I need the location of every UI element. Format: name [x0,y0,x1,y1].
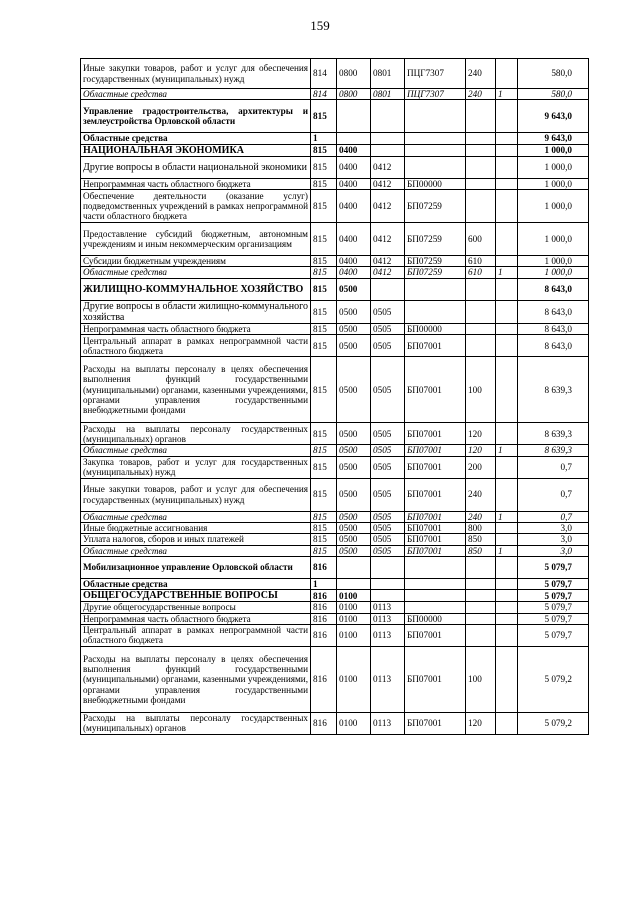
row-section-code: 0500 [337,423,371,445]
table-row [81,590,589,602]
table-row [81,300,589,323]
row-funding-source [496,590,518,602]
row-funding-source [496,646,518,712]
table-row [81,190,589,223]
table-row [81,267,589,278]
table-row [81,357,589,423]
row-target-code [405,156,466,178]
row-ministry-code: 815 [311,511,337,522]
table-row [81,59,589,89]
table-row [81,578,589,589]
row-amount: 5 079,7 [518,578,589,589]
row-expense-type: 120 [466,445,496,456]
row-amount: 580,0 [518,89,589,100]
row-funding-source [496,100,518,133]
row-funding-source [496,59,518,89]
row-funding-source [496,456,518,478]
row-ministry-code: 815 [311,178,337,189]
row-section-code [337,578,371,589]
row-target-code [405,133,466,144]
row-section-code: 0500 [337,300,371,323]
row-ministry-code: 815 [311,144,337,156]
row-target-code: БП07259 [405,223,466,256]
row-funding-source [496,602,518,613]
row-expense-type [466,133,496,144]
row-funding-source [496,712,518,734]
row-section-code: 0500 [337,278,371,300]
row-name: Расходы на выплаты персоналу государственных (муниципальных) органов [81,712,311,734]
row-name: Областные средства [81,578,311,589]
row-target-code [405,144,466,156]
row-section-code: 0100 [337,613,371,624]
row-target-code [405,590,466,602]
row-expense-type: 240 [466,511,496,522]
row-section-code [337,133,371,144]
row-section-code: 0500 [337,478,371,511]
row-ministry-code: 815 [311,324,337,335]
row-target-code: БП07001 [405,534,466,545]
row-name: Субсидии бюджетным учреждениям [81,256,311,267]
row-amount: 1 000,0 [518,223,589,256]
row-target-code: БП07259 [405,267,466,278]
row-section-code: 0500 [337,534,371,545]
table-row [81,478,589,511]
row-ministry-code: 816 [311,646,337,712]
row-amount: 9 643,0 [518,133,589,144]
row-target-code: БП07001 [405,545,466,556]
row-ministry-code: 816 [311,602,337,613]
row-target-code [405,278,466,300]
row-ministry-code: 815 [311,423,337,445]
row-target-code [405,300,466,323]
row-amount: 5 079,2 [518,712,589,734]
row-name: Областные средства [81,511,311,522]
row-funding-source [496,556,518,578]
row-expense-type [466,190,496,223]
table-row [81,100,589,133]
row-section-code [337,100,371,133]
row-section-code: 0100 [337,712,371,734]
row-amount: 8 639,3 [518,357,589,423]
row-expense-type [466,300,496,323]
row-name: Обеспечение деятельности (оказание услуг) подведомственных учреждений в рамках непрограммной части областного бюджета [81,190,311,223]
row-name: Областные средства [81,89,311,100]
table-row [81,602,589,613]
row-amount: 5 079,7 [518,556,589,578]
row-subsection-code: 0505 [371,456,405,478]
row-expense-type: 200 [466,456,496,478]
row-ministry-code: 815 [311,223,337,256]
row-subsection-code [371,100,405,133]
row-funding-source: 1 [496,545,518,556]
row-section-code: 0800 [337,59,371,89]
row-expense-type: 100 [466,646,496,712]
row-ministry-code: 815 [311,445,337,456]
row-ministry-code: 816 [311,712,337,734]
row-name: Непрограммная часть областного бюджета [81,613,311,624]
table-row [81,712,589,734]
row-funding-source [496,534,518,545]
row-subsection-code [371,133,405,144]
row-amount: 8 639,3 [518,423,589,445]
row-funding-source [496,156,518,178]
row-section-code: 0400 [337,256,371,267]
row-amount: 0,7 [518,478,589,511]
row-target-code: ПЦГ7307 [405,59,466,89]
row-funding-source [496,278,518,300]
row-name: Иные бюджетные ассигнования [81,522,311,533]
row-target-code [405,602,466,613]
table-row [81,624,589,646]
row-name: ОБЩЕГОСУДАРСТВЕННЫЕ ВОПРОСЫ [81,590,311,602]
row-funding-source [496,324,518,335]
table-row [81,278,589,300]
row-ministry-code: 1 [311,578,337,589]
row-subsection-code [371,578,405,589]
row-expense-type: 610 [466,256,496,267]
row-amount: 8 643,0 [518,324,589,335]
row-name: Непрограммная часть областного бюджета [81,324,311,335]
row-expense-type [466,613,496,624]
row-amount: 580,0 [518,59,589,89]
row-section-code: 0500 [337,324,371,335]
table-row [81,223,589,256]
row-funding-source [496,190,518,223]
row-section-code [337,556,371,578]
row-expense-type [466,178,496,189]
table-row [81,133,589,144]
row-target-code: БП07001 [405,646,466,712]
row-funding-source [496,624,518,646]
row-subsection-code: 0505 [371,335,405,357]
row-subsection-code: 0505 [371,300,405,323]
row-target-code: БП07001 [405,478,466,511]
row-amount: 8 643,0 [518,278,589,300]
row-subsection-code: 0412 [371,178,405,189]
row-funding-source: 1 [496,89,518,100]
row-funding-source [496,335,518,357]
row-subsection-code: 0412 [371,156,405,178]
row-subsection-code: 0113 [371,646,405,712]
row-ministry-code: 815 [311,190,337,223]
row-section-code: 0800 [337,89,371,100]
row-subsection-code: 0505 [371,324,405,335]
row-target-code [405,556,466,578]
row-subsection-code: 0113 [371,712,405,734]
row-name: Уплата налогов, сборов и иных платежей [81,534,311,545]
row-ministry-code: 815 [311,267,337,278]
row-target-code: БП07001 [405,624,466,646]
table-row [81,335,589,357]
row-name: Областные средства [81,267,311,278]
row-ministry-code: 814 [311,59,337,89]
row-ministry-code: 816 [311,624,337,646]
row-amount: 5 079,7 [518,613,589,624]
row-target-code: БП07259 [405,190,466,223]
row-subsection-code: 0801 [371,89,405,100]
row-name: Закупка товаров, работ и услуг для государственных (муниципальных) нужд [81,456,311,478]
row-target-code: БП07001 [405,511,466,522]
row-section-code: 0500 [337,357,371,423]
row-expense-type [466,324,496,335]
row-expense-type [466,590,496,602]
row-name: Управление градостроительства, архитектуры и землеустройства Орловской области [81,100,311,133]
row-section-code: 0500 [337,511,371,522]
row-ministry-code: 815 [311,534,337,545]
row-target-code: БП07259 [405,256,466,267]
row-target-code: БП00000 [405,324,466,335]
row-target-code [405,578,466,589]
row-expense-type [466,556,496,578]
row-section-code: 0100 [337,646,371,712]
row-expense-type: 610 [466,267,496,278]
row-ministry-code: 815 [311,357,337,423]
row-funding-source [496,423,518,445]
row-target-code: БП07001 [405,456,466,478]
row-ministry-code: 815 [311,522,337,533]
row-amount: 8 643,0 [518,335,589,357]
row-section-code: 0400 [337,156,371,178]
row-subsection-code: 0505 [371,478,405,511]
row-name: Центральный аппарат в рамках непрограммной части областного бюджета [81,335,311,357]
budget-table [80,58,589,735]
row-amount: 1 000,0 [518,267,589,278]
row-ministry-code: 815 [311,300,337,323]
row-section-code: 0400 [337,190,371,223]
row-section-code: 0400 [337,267,371,278]
row-name: Другие вопросы в области национальной экономики [81,156,311,178]
row-target-code: БП07001 [405,445,466,456]
row-subsection-code: 0505 [371,534,405,545]
row-subsection-code: 0113 [371,624,405,646]
row-name: Иные закупки товаров, работ и услуг для обеспечения государственных (муниципальных) нужд [81,478,311,511]
row-section-code: 0100 [337,624,371,646]
row-expense-type [466,156,496,178]
row-subsection-code: 0505 [371,511,405,522]
row-name: Областные средства [81,445,311,456]
row-subsection-code: 0412 [371,267,405,278]
row-name: Расходы на выплаты персоналу в целях обеспечения выполнения функций государственными (муниципальными) органами, казенными учреждениями, органами управления государственными внебюджетными фондами [81,646,311,712]
row-funding-source [496,178,518,189]
row-ministry-code: 815 [311,478,337,511]
row-subsection-code: 0505 [371,445,405,456]
row-funding-source [496,133,518,144]
table-row [81,522,589,533]
row-subsection-code: 0505 [371,545,405,556]
row-subsection-code: 0505 [371,357,405,423]
row-name: НАЦИОНАЛЬНАЯ ЭКОНОМИКА [81,144,311,156]
row-funding-source: 1 [496,511,518,522]
row-expense-type [466,602,496,613]
row-expense-type [466,578,496,589]
row-amount: 1 000,0 [518,156,589,178]
row-subsection-code: 0412 [371,223,405,256]
row-section-code: 0500 [337,545,371,556]
row-funding-source: 1 [496,267,518,278]
table-row [81,511,589,522]
table-row [81,613,589,624]
row-expense-type: 240 [466,59,496,89]
table-row [81,556,589,578]
row-amount: 1 000,0 [518,144,589,156]
row-amount: 1 000,0 [518,178,589,189]
row-funding-source [496,223,518,256]
row-section-code: 0400 [337,223,371,256]
row-section-code: 0100 [337,590,371,602]
row-expense-type: 100 [466,357,496,423]
row-amount: 5 079,7 [518,590,589,602]
row-name: Расходы на выплаты персоналу в целях обеспечения выполнения функций государственными (муниципальными) органами, казенными учреждениями, органами управления государственными внебюджетными фондами [81,357,311,423]
table-row [81,178,589,189]
row-amount: 5 079,2 [518,646,589,712]
row-funding-source [496,144,518,156]
row-amount: 3,0 [518,545,589,556]
row-name: Предоставление субсидий бюджетным, автономным учреждениям и иным некоммерческим организациям [81,223,311,256]
row-subsection-code: 0505 [371,522,405,533]
row-ministry-code: 1 [311,133,337,144]
row-section-code: 0500 [337,335,371,357]
row-expense-type [466,278,496,300]
row-target-code: БП07001 [405,712,466,734]
row-subsection-code [371,144,405,156]
row-amount: 0,7 [518,511,589,522]
row-subsection-code [371,556,405,578]
row-ministry-code: 815 [311,335,337,357]
row-expense-type [466,100,496,133]
row-expense-type: 850 [466,545,496,556]
table-row [81,144,589,156]
row-funding-source [496,300,518,323]
row-funding-source [496,256,518,267]
row-expense-type: 120 [466,712,496,734]
row-expense-type [466,144,496,156]
row-section-code: 0400 [337,144,371,156]
row-section-code: 0500 [337,522,371,533]
row-expense-type: 600 [466,223,496,256]
table-row [81,89,589,100]
row-amount: 1 000,0 [518,256,589,267]
row-name: Другие вопросы в области жилищно-коммунального хозяйства [81,300,311,323]
row-ministry-code: 815 [311,456,337,478]
row-ministry-code: 816 [311,556,337,578]
row-target-code: БП00000 [405,613,466,624]
row-ministry-code: 815 [311,100,337,133]
row-amount: 1 000,0 [518,190,589,223]
row-subsection-code: 0412 [371,190,405,223]
row-target-code: БП00000 [405,178,466,189]
row-subsection-code: 0801 [371,59,405,89]
row-name: Областные средства [81,545,311,556]
row-amount: 8 643,0 [518,300,589,323]
row-funding-source [496,478,518,511]
row-name: Центральный аппарат в рамках непрограммной части областного бюджета [81,624,311,646]
row-ministry-code: 814 [311,89,337,100]
row-name: Расходы на выплаты персоналу государственных (муниципальных) органов [81,423,311,445]
table-row [81,534,589,545]
table-row [81,156,589,178]
table-row [81,646,589,712]
row-amount: 8 639,3 [518,445,589,456]
row-ministry-code: 816 [311,613,337,624]
row-target-code: БП07001 [405,357,466,423]
row-expense-type [466,624,496,646]
row-section-code: 0500 [337,456,371,478]
row-expense-type: 120 [466,423,496,445]
page-number: 159 [310,18,330,33]
row-ministry-code: 815 [311,156,337,178]
table-row [81,456,589,478]
row-expense-type: 240 [466,478,496,511]
row-target-code: ПЦГ7307 [405,89,466,100]
table-row [81,324,589,335]
row-subsection-code [371,590,405,602]
row-funding-source [496,357,518,423]
row-name: Непрограммная часть областного бюджета [81,178,311,189]
row-amount: 5 079,7 [518,624,589,646]
row-name: ЖИЛИЩНО-КОММУНАЛЬНОЕ ХОЗЯЙСТВО [81,278,311,300]
row-funding-source [496,578,518,589]
table-row [81,545,589,556]
row-amount: 9 643,0 [518,100,589,133]
row-name: Мобилизационное управление Орловской области [81,556,311,578]
row-amount: 3,0 [518,522,589,533]
row-subsection-code: 0113 [371,613,405,624]
table-row [81,256,589,267]
row-ministry-code: 815 [311,278,337,300]
row-name: Областные средства [81,133,311,144]
row-ministry-code: 815 [311,545,337,556]
row-amount: 5 079,7 [518,602,589,613]
row-funding-source: 1 [496,445,518,456]
row-expense-type: 800 [466,522,496,533]
row-section-code: 0500 [337,445,371,456]
row-section-code: 0100 [337,602,371,613]
row-subsection-code: 0412 [371,256,405,267]
row-expense-type [466,335,496,357]
row-expense-type: 850 [466,534,496,545]
table-row [81,423,589,445]
row-name: Другие общегосударственные вопросы [81,602,311,613]
row-section-code: 0400 [337,178,371,189]
row-expense-type: 240 [466,89,496,100]
row-subsection-code: 0113 [371,602,405,613]
row-amount: 0,7 [518,456,589,478]
row-name: Иные закупки товаров, работ и услуг для обеспечения государственных (муниципальных) нужд [81,59,311,89]
row-subsection-code [371,278,405,300]
row-subsection-code: 0505 [371,423,405,445]
row-funding-source [496,522,518,533]
row-target-code: БП07001 [405,423,466,445]
row-funding-source [496,613,518,624]
table-row [81,445,589,456]
row-ministry-code: 815 [311,256,337,267]
row-ministry-code: 816 [311,590,337,602]
row-target-code: БП07001 [405,335,466,357]
row-target-code [405,100,466,133]
row-amount: 3,0 [518,534,589,545]
row-target-code: БП07001 [405,522,466,533]
